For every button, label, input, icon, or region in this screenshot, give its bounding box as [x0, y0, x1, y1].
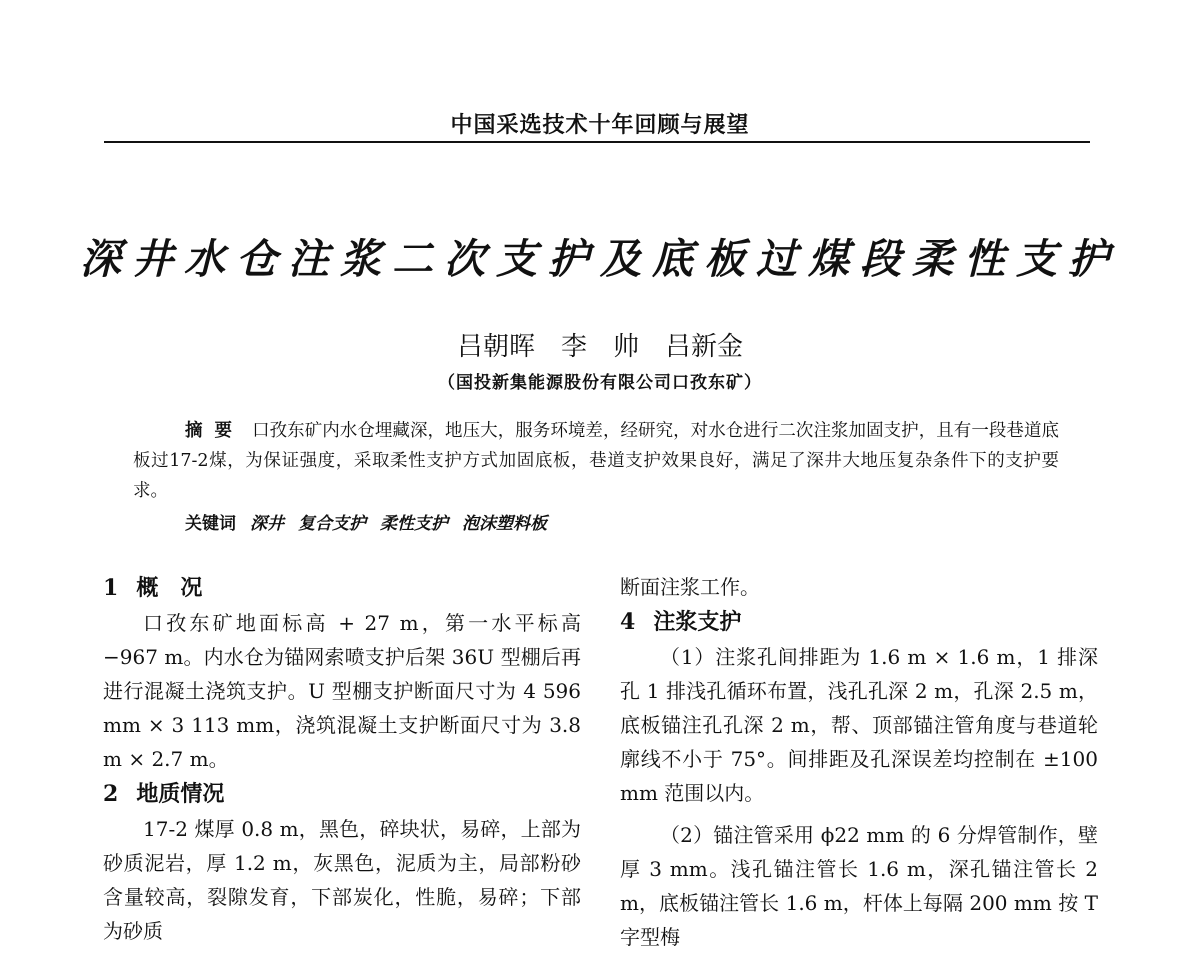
section-1-paragraph: 口孜东矿地面标高 + 27 m，第一水平标高 −967 m。内水仓为锚网索喷支护后架 36U 型棚后再进行混凝土浇筑支护。U 型棚支护断面尺寸为 4 596 mm × 3 113 mm，浇筑混凝土支护断面尺寸为 3.8 m × 2.7 m。 [103, 611, 581, 771]
keyword: 泡沫塑料板 [462, 514, 547, 534]
left-column [103, 570, 581, 948]
keywords-label: 关键词 [185, 514, 236, 534]
section-title: 概 况 [136, 575, 203, 601]
section-heading-2 [103, 776, 581, 812]
header-rule [104, 141, 1090, 143]
section-heading-1 [103, 570, 581, 606]
abstract-label: 摘要 [185, 421, 245, 441]
section-number: 4 [620, 609, 636, 635]
section-title: 地质情况 [136, 781, 225, 807]
section-2-paragraph: 17-2 煤厚 0.8 m，黑色，碎块状，易碎，上部为砂质泥岩，厚 1.2 m，灰黑色，泥质为主，局部粉砂含量较高，裂隙发育，下部炭化，性脆，易碎；下部为砂质 [103, 817, 581, 943]
running-header: 中国采选技术十年回顾与展望 [450, 112, 750, 138]
section-heading-4 [620, 604, 1098, 640]
keyword: 深井 [250, 514, 284, 534]
section-title: 注浆支护 [653, 609, 742, 635]
keyword: 柔性支护 [380, 514, 448, 534]
right-column [620, 570, 1098, 954]
affiliation: （国投新集能源股份有限公司口孜东矿） [438, 373, 762, 393]
section-number: 2 [103, 781, 119, 807]
section-4-paragraph-2: （2）锚注管采用 ϕ22 mm 的 6 分焊管制作，壁厚 3 mm。浅孔锚注管长 1.6 m，深孔锚注管长 2 m，底板锚注管长 1.6 m，杆体上每隔 200 mm 按 T 字型梅 [620, 823, 1098, 949]
authors: 吕朝晖 李 帅 吕新金 [456, 332, 743, 362]
section-number: 1 [103, 575, 119, 601]
paper-title: 深井水仓注浆二次支护及底板过煤段柔性支护 [80, 235, 1120, 283]
section-3-continuation: 断面注浆工作。 [620, 575, 760, 599]
abstract-text: 口孜东矿内水仓埋藏深，地压大，服务环境差，经研究，对水仓进行二次注浆加固支护，且有一段巷道底板过17-2煤，为保证强度，采取柔性支护方式加固底板，巷道支护效果良好，满足了深井大地压复杂条件下的支护要求。 [133, 421, 1060, 501]
keywords [185, 509, 561, 534]
section-4-paragraph-1: （1）注浆孔间排距为 1.6 m × 1.6 m，1 排深孔 1 排浅孔循环布置，浅孔孔深 2 m，孔深 2.5 m，底板锚注孔孔深 2 m，帮、顶部锚注管角度与巷道轮廓线不小于 75°。间排距及孔深误差均控制在 ±100 mm 范围以内。 [620, 645, 1098, 805]
abstract [133, 416, 1059, 506]
keyword: 复合支护 [298, 514, 366, 534]
